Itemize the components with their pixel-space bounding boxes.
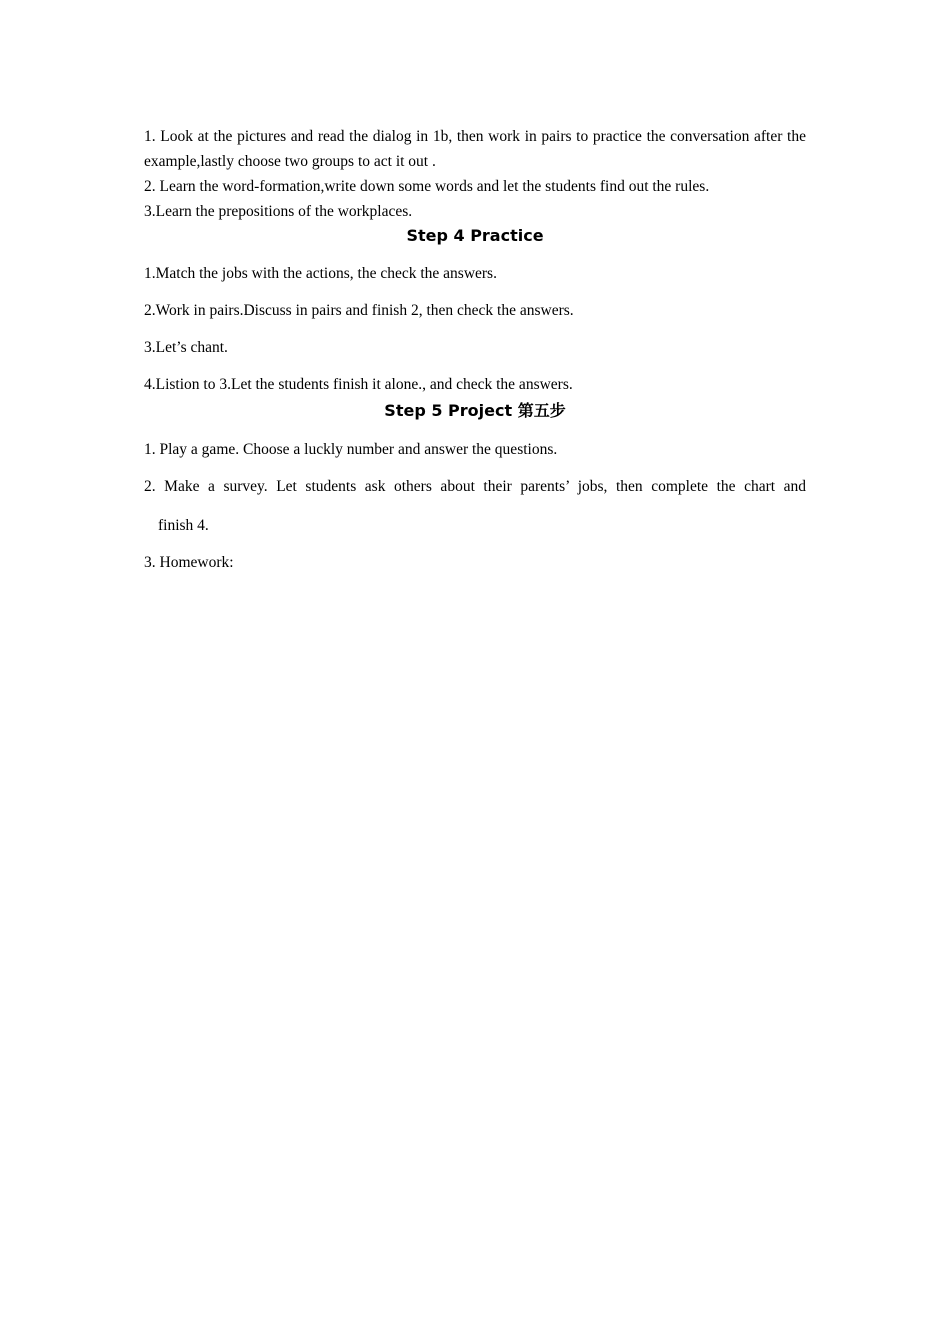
paragraph-play-a-game: 1. Play a game. Choose a luckly number and answer the questions. xyxy=(144,441,558,458)
paragraph-look-at-pictures: 1. Look at the pictures and read the dialog in 1b, then work in pairs to practice the conversation after the example,lastly choose two groups to act it out . xyxy=(144,128,806,170)
paragraph-word-formation: 2. Learn the word-formation,write down some words and let the students find out the rules. xyxy=(144,178,710,195)
heading-step-4-practice: Step 4 Practice xyxy=(406,226,544,245)
paragraph-listen-to-3: 4.Listion to 3.Let the students finish it alone., and check the answers. xyxy=(144,376,573,393)
survey-continuation-text: finish 4. xyxy=(158,517,209,534)
paragraph-make-a-survey-continued xyxy=(144,513,806,538)
document-page xyxy=(144,124,806,575)
heading-step-5-project: Step 5 Project 第五步 xyxy=(384,401,566,420)
paragraph-match-jobs: 1.Match the jobs with the actions, the check the answers. xyxy=(144,265,497,282)
paragraph-prepositions: 3.Learn the prepositions of the workplaces. xyxy=(144,203,413,220)
paragraph-lets-chant: 3.Let’s chant. xyxy=(144,339,228,356)
paragraph-homework: 3. Homework: xyxy=(144,554,234,571)
paragraph-work-in-pairs: 2.Work in pairs.Discuss in pairs and finish 2, then check the answers. xyxy=(144,302,574,319)
paragraph-make-a-survey: 2. Make a survey. Let students ask others about their parents’ jobs, then complete the chart and xyxy=(144,478,806,495)
